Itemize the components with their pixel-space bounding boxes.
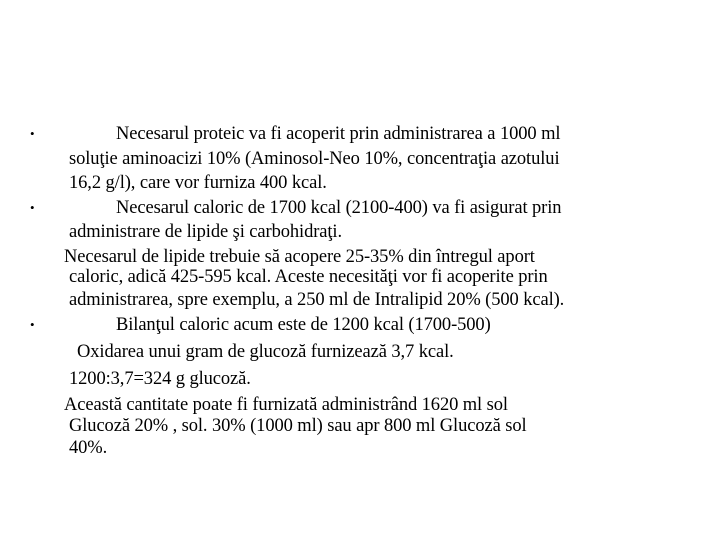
text-line-11: 1200:3,7=324 g glucoză. bbox=[69, 369, 251, 389]
text-line-9: Bilanţul caloric acum este de 1200 kcal (1700-500) bbox=[116, 315, 491, 335]
text-line-2: soluţie aminoacizi 10% (Aminosol-Neo 10%, concentraţia azotului bbox=[69, 149, 560, 169]
text-line-7: caloric, adică 425-595 kcal. Aceste necesităţi vor fi acoperite prin bbox=[69, 267, 548, 287]
text-line-8: administrarea, spre exemplu, a 250 ml de Intralipid 20% (500 kcal). bbox=[69, 290, 565, 310]
bullet-1: • bbox=[30, 126, 35, 141]
text-line-10: Oxidarea unui gram de glucoză furnizează 3,7 kcal. bbox=[77, 342, 454, 362]
bullet-3: • bbox=[30, 317, 35, 332]
text-line-12: Această cantitate poate fi furnizată administrând 1620 ml sol bbox=[64, 395, 508, 415]
text-line-4: Necesarul caloric de 1700 kcal (2100-400) va fi asigurat prin bbox=[116, 198, 562, 218]
text-line-13: Glucoză 20% , sol. 30% (1000 ml) sau apr 800 ml Glucoză sol bbox=[69, 416, 527, 436]
bullet-2: • bbox=[30, 200, 35, 215]
text-line-5: administrare de lipide şi carbohidraţi. bbox=[69, 222, 342, 242]
text-line-1: Necesarul proteic va fi acoperit prin administrarea a 1000 ml bbox=[116, 124, 561, 144]
text-line-14: 40%. bbox=[69, 438, 108, 458]
text-line-6: Necesarul de lipide trebuie să acopere 25-35% din întregul aport bbox=[64, 247, 535, 267]
text-line-3: 16,2 g/l), care vor furniza 400 kcal. bbox=[69, 173, 327, 193]
